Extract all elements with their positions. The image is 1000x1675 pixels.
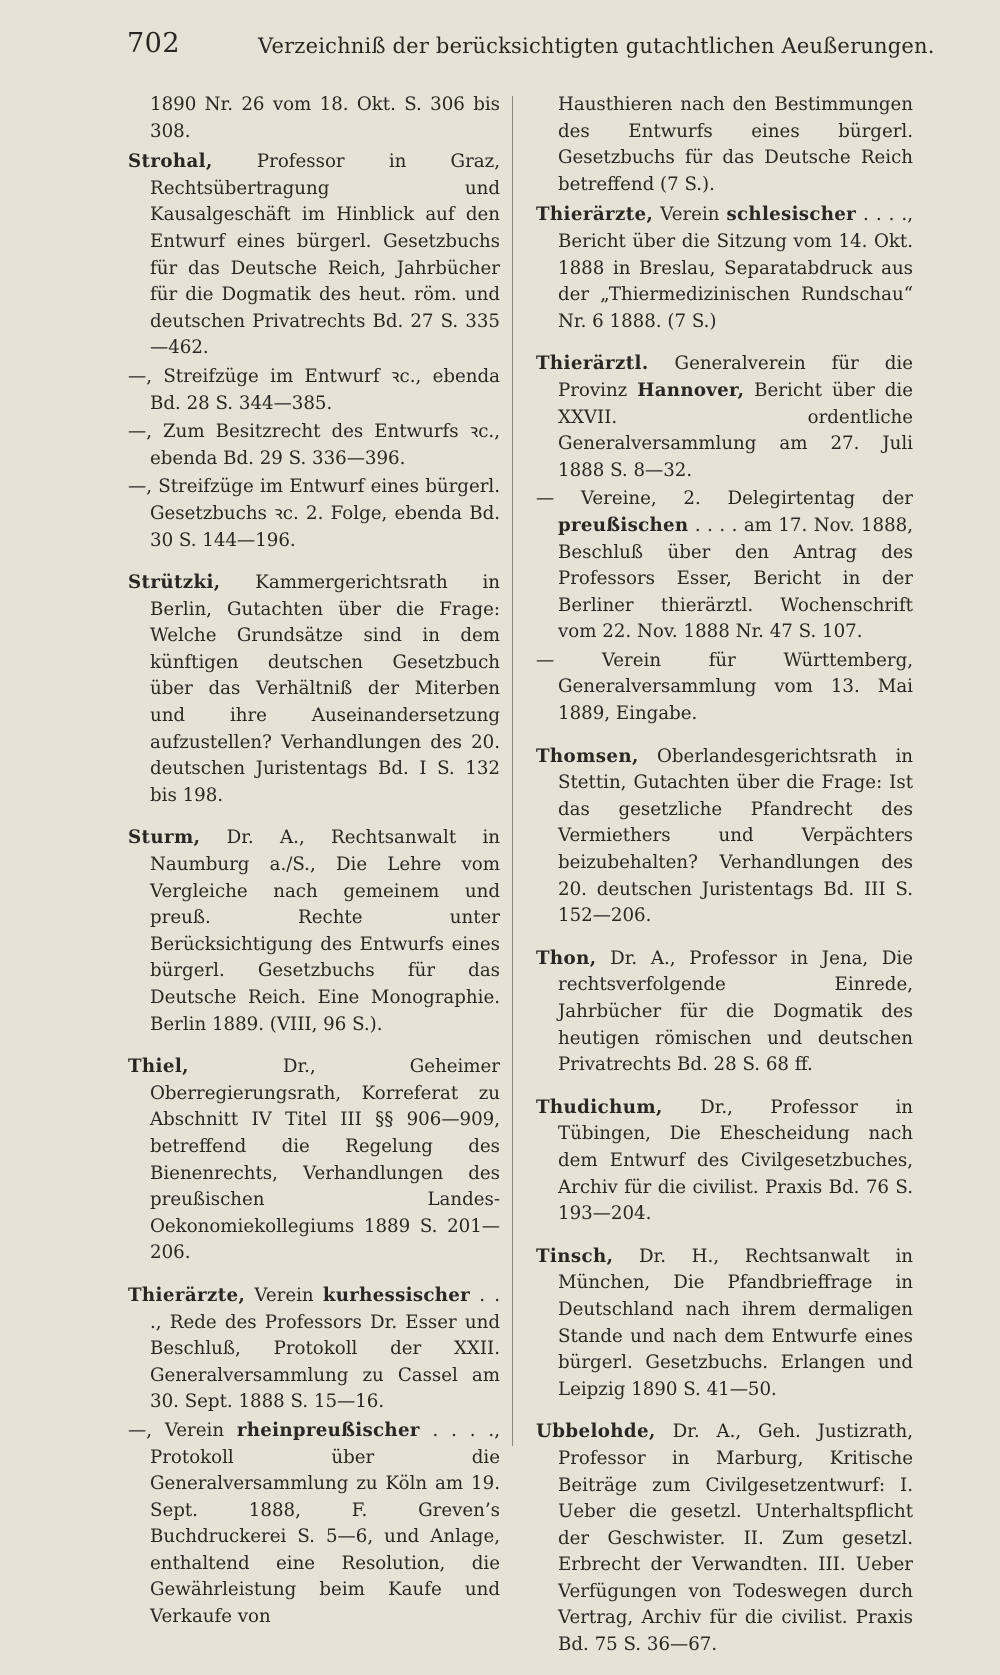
entry-name: Thierärztl. <box>536 353 649 375</box>
entry-thon: Thon, Dr. A., Professor in Jena, Die rechtsverfolgende Einrede, Jahrbücher für die Dogmatik des heutigen römischen und deutschen Privatrechts Bd. 28 S. 68 ff. <box>536 947 913 1076</box>
entry-struetzki: Strützki, Kammergerichtsrath in Berlin, Gutachten über die Frage: Welche Grundsätze sind in dem künftigen deutschen Gesetzbuch über das Verhältniß der Miterben und ihre Auseinandersetzung aufzustellen? Verhandlungen des 20. deutschen Juristentags Bd. I S. 132 bis 198. <box>128 572 500 806</box>
entry-name: Thiel, <box>128 1056 189 1078</box>
right-column <box>536 92 913 1675</box>
entry-continuation: Hausthieren nach den Bestimmungen des Entwurfs eines bürgerl. Gesetzbuchs für das Deutsche Reich betreffend (7 S.). <box>558 94 913 195</box>
entry-strohal: Strohal, Professor in Graz, Rechtsübertragung und Kausalgeschäft im Hinblick auf den Entwurf eines bürgerl. Gesetzbuchs für das Deutsche Reich, Jahrbücher für die Dogmatik des heut. röm. und deutschen Privatrechts Bd. 27 S. 335—462. <box>128 151 500 359</box>
entry-thomsen: Thomsen, Oberlandesgerichtsrath in Stettin, Gutachten über die Frage: Ist das gesetzliche Pfandrecht des Vermiethers und Verpächters beizubehalten? Verhandlungen des 20. deutschen Juristentags Bd. III S. 152—206. <box>536 745 913 927</box>
entry-name: Strützki, <box>128 572 221 594</box>
entry-name: Thierärzte, <box>128 1284 246 1306</box>
sub-entry: — Verein für Württemberg, Generalversammlung vom 13. Mai 1889, Eingabe. <box>536 649 913 725</box>
page-number: 702 <box>127 28 181 59</box>
entry-name: Thierärzte, <box>536 204 654 226</box>
entry-name: Sturm, <box>128 827 201 849</box>
entry-name: Thomsen, <box>536 745 639 767</box>
sub-entry: — Vereine, 2. Delegirtentag der preußischen . . . . am 17. Nov. 1888, Beschluß über den Antrag des Professors Esser, Bericht in der Berliner thierärztl. Wochenschrift vom 22. Nov. 1888 Nr. 47 S. 107. <box>536 488 913 643</box>
entry-sturm: Sturm, Dr. A., Rechtsanwalt in Naumburg a./S., Die Lehre vom Vergleiche nach gemeinem und preuß. Rechte unter Berücksichtigung des Entwurfs eines bürgerl. Gesetzbuchs für das Deutsche Reich. Eine Monographie. Berlin 1889. (VIII, 96 S.). <box>128 827 500 1035</box>
entry-name: Tinsch, <box>536 1245 614 1267</box>
sub-entry: —, Streifzüge im Entwurf eines bürgerl. Gesetzbuchs ꝛc. 2. Folge, ebenda Bd. 30 S. 144—196. <box>128 476 500 551</box>
entry-thiel: Thiel, Dr., Geheimer Oberregierungsrath, Korreferat zu Abschnitt IV Titel III §§ 906—909, betreffend die Regelung des Bienenrechts, Verhandlungen des preußischen Landes-Oekonomiekollegiums 1889 S. 201—206. <box>128 1056 500 1264</box>
left-column <box>128 92 500 1647</box>
entry-name: Thon, <box>536 947 597 969</box>
entry-continuation: 1890 Nr. 26 vom 18. Okt. S. 306 bis 308. <box>150 94 500 142</box>
sub-entry: —, Zum Besitzrecht des Entwurfs ꝛc., ebenda Bd. 29 S. 336—396. <box>128 421 500 469</box>
entry-thieraerzte-kurhessisch: Thierärzte, Verein kurhessischer . . ., Rede des Professors Dr. Esser und Beschluß, Protokoll der XXII. Generalversammlung zu Cassel am 30. Sept. 1888 S. 15—16. <box>128 1284 500 1413</box>
sub-entry: —, Streifzüge im Entwurf ꝛc., ebenda Bd. 28 S. 344—385. <box>128 365 500 414</box>
entry-name: Strohal, <box>128 151 213 173</box>
entry-tinsch: Tinsch, Dr. H., Rechtsanwalt in München, Die Pfandbrieffrage in Deutschland nach ihrem dermaligen Stande und nach dem Entwurfe eines bürgerl. Gesetzbuchs. Erlangen und Leipzig 1890 S. 41—50. <box>536 1245 913 1400</box>
entry-thudichum: Thudichum, Dr., Professor in Tübingen, Die Ehescheidung nach dem Entwurf des Civilgesetzbuches, Archiv für die civilist. Praxis Bd. 76 S. 193—204. <box>536 1096 913 1225</box>
entry-ubbelohde: Ubbelohde, Dr. A., Geh. Justizrath, Professor in Marburg, Kritische Beiträge zum Civilgesetzentwurf: I. Ueber die gesetzl. Unterhaltspflicht der Geschwister. II. Zum gesetzl. Erbrecht der Verwandten. III. Ueber Verfügungen von Todeswegen durch Vertrag, Archiv für die civilist. Praxis Bd. 75 S. 36—67. <box>536 1421 913 1656</box>
running-title: Verzeichniß der berücksichtigten gutachtlichen Aeußerungen. <box>258 34 935 58</box>
entry-thieraerzte-schlesisch: Thierärzte, Verein schlesischer . . . ., Bericht über die Sitzung vom 14. Okt. 1888 in Breslau, Separatabdruck aus der „Thiermedizinischen Rundschau“ Nr. 6 1888. (7 S.) <box>536 204 913 332</box>
entry-name: Ubbelohde, <box>536 1421 656 1443</box>
entry-thieraerztl-hannover: Thierärztl. Generalverein für die Provinz Hannover, Bericht über die XXVII. ordentliche Generalversammlung am 27. Juli 1888 S. 8—32. <box>536 353 913 481</box>
sub-entry: —, Verein rheinpreußischer . . . ., Protokoll über die Generalversammlung zu Köln am 19. Sept. 1888, F. Greven’s Buchdruckerei S. 5—6, und Anlage, enthaltend eine Resolution, die Gewährleistung beim Kaufe und Verkaufe von <box>128 1419 500 1628</box>
column-divider <box>512 96 513 1446</box>
entry-name: Thudichum, <box>536 1096 663 1118</box>
